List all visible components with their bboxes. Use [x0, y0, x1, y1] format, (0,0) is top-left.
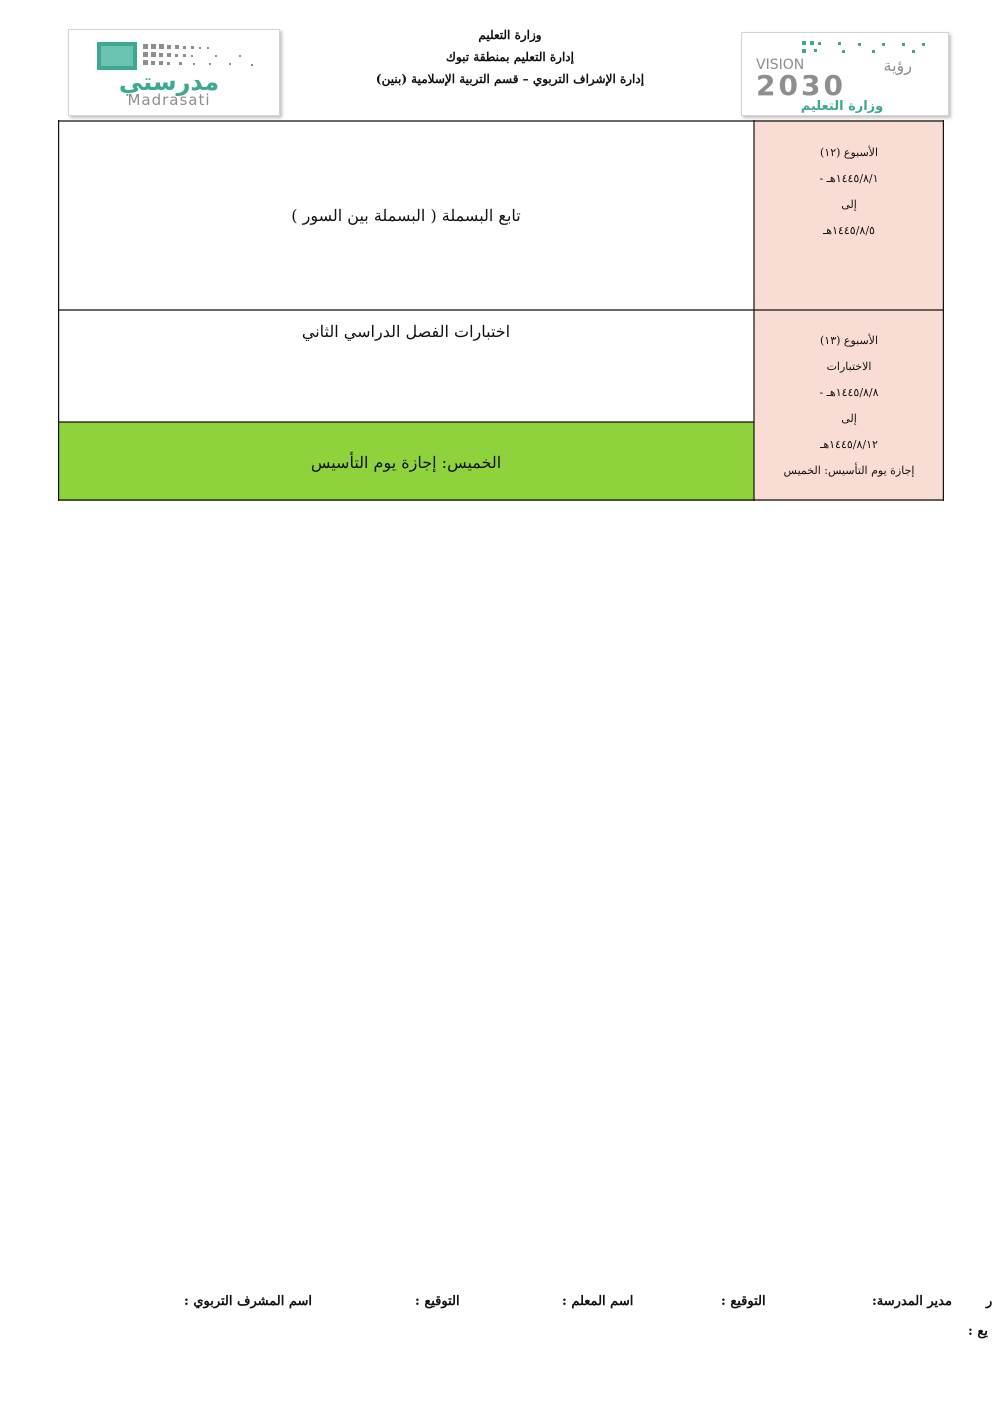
vision-arabic-text: رؤية [883, 56, 912, 75]
madrasati-logo-graphic [69, 30, 279, 115]
logo-dot-pattern [143, 44, 253, 66]
week-13-label: الأسبوع (١٣) [819, 334, 879, 347]
week-12-to: إلى [841, 198, 857, 211]
teacher-signature-label: التوقيع : [415, 1294, 460, 1309]
teacher-name-label: اسم المعلم : [562, 1294, 634, 1309]
administration-name: إدارة التعليم بمنطقة تبوك [446, 50, 574, 64]
founding-day-holiday: الخميس: إجازة يوم التأسيس [310, 453, 502, 472]
vision-dot-pattern [802, 41, 925, 53]
madrasati-arabic-text: مدرستي [118, 68, 220, 96]
signature-cut-second-line: يع : [968, 1324, 988, 1339]
signature-cut-right: ر [986, 1294, 992, 1309]
madrasati-logo [68, 29, 280, 116]
week-13-end-date: ١٤٤٥/٨/١٢هـ [820, 438, 878, 451]
week-13-exams-label: الاختبارات [826, 360, 872, 373]
week-13-start-date: ١٤٤٥/٨/٨هـ - [819, 386, 879, 399]
week-12-cell [754, 140, 944, 244]
vision-logo-graphic [742, 33, 948, 115]
vision-year-text: 2030 [756, 69, 846, 102]
week-12-label: الأسبوع (١٢) [819, 146, 879, 159]
vision-ministry-text: وزارة التعليم [800, 99, 884, 114]
week-12-end-date: ١٤٤٥/٨/٥هـ [823, 224, 875, 237]
week-12-topic: تابع البسملة ( البسملة بين السور ) [291, 206, 521, 225]
vision-2030-logo [741, 32, 949, 116]
supervisor-name-label: اسم المشرف التربوي : [184, 1294, 313, 1309]
week-13-note: إجازة يوم التأسيس: الخميس [783, 464, 915, 477]
vision-latin-text: VISION [756, 57, 805, 73]
weekly-schedule-table [58, 120, 944, 501]
department-name: إدارة الإشراف التربوي – قسم التربية الإسلامية (بنين) [375, 72, 645, 86]
week-12-start-date: ١٤٤٥/٨/١هـ - [819, 172, 879, 185]
week-13-to: إلى [841, 412, 857, 425]
ministry-name: وزارة التعليم [478, 28, 542, 42]
principal-signature-label: التوقيع : [721, 1294, 766, 1309]
week-13-topic: اختبارات الفصل الدراسي الثاني [301, 322, 511, 341]
madrasati-latin-text: Madrasati [127, 91, 211, 109]
principal-name-label: مدير المدرسة: [872, 1294, 952, 1309]
week-13-cell [754, 328, 944, 484]
